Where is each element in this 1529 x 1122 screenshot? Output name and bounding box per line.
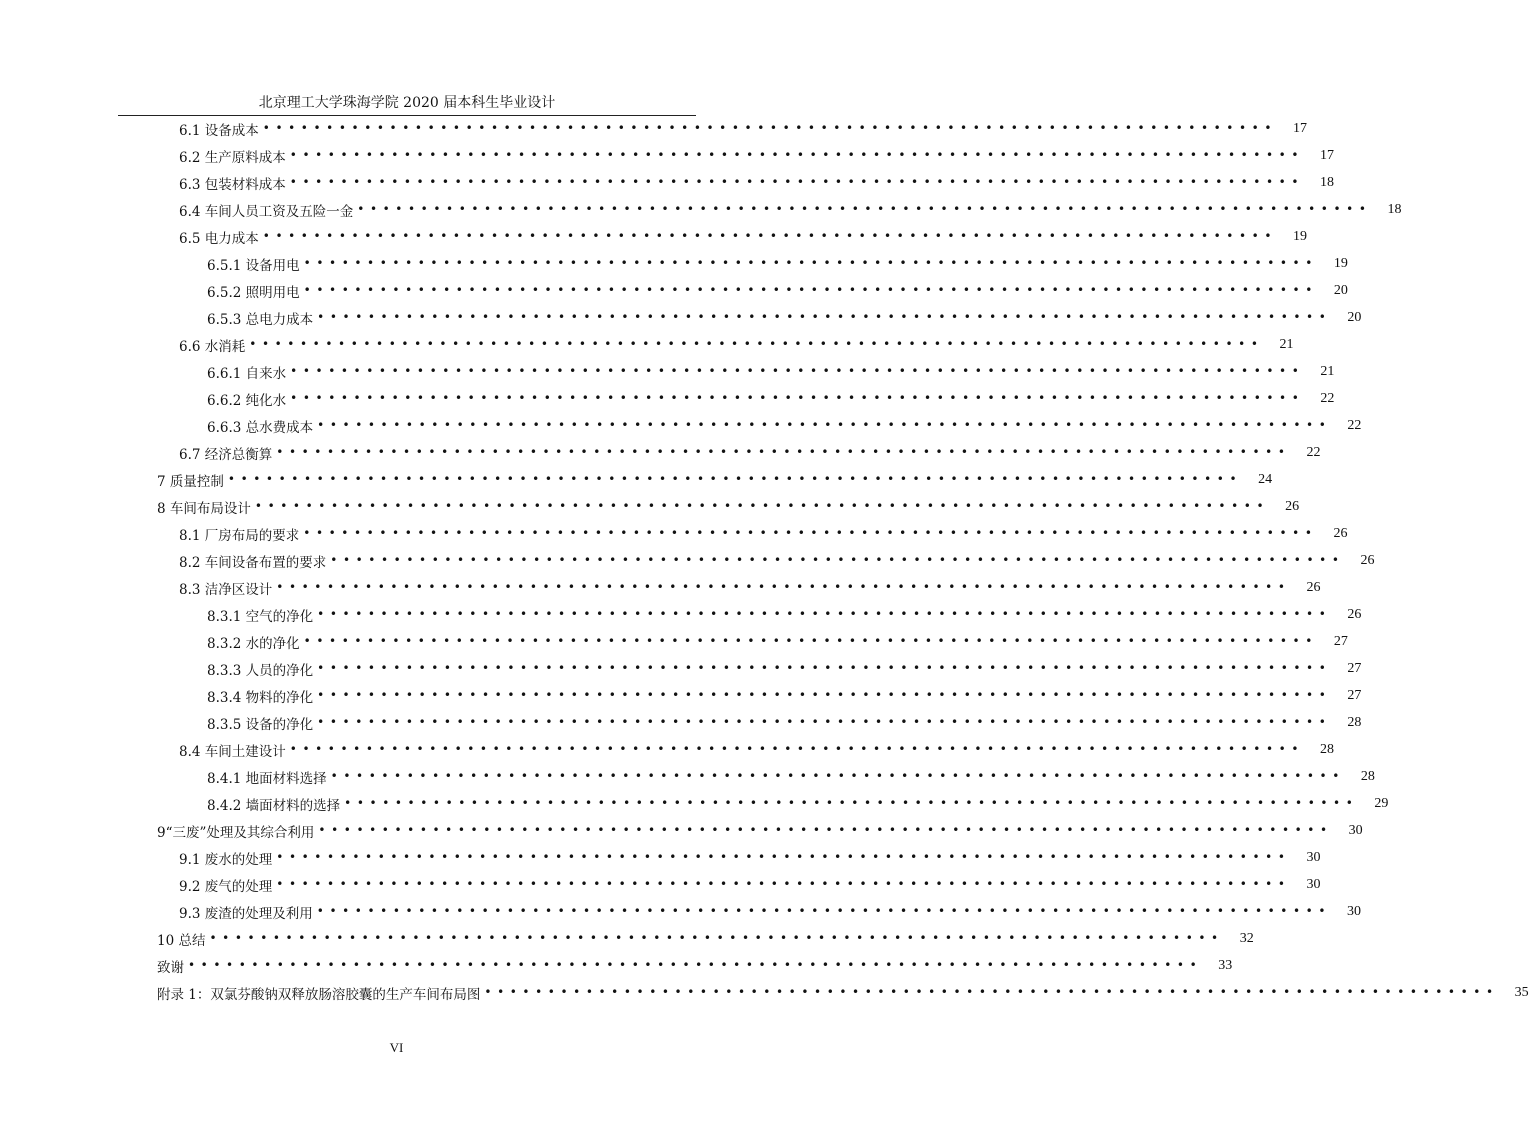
toc-leader-dots: •••••••••••••••••••••••••••••••••••••••••••••••••••••••••••••••••••••••••••••••• [303,634,1318,648]
toc-entry[interactable] [0,898,1362,925]
toc-entry-page: 20 [1333,282,1348,298]
toc-leader-dots: •••••••••••••••••••••••••••••••••••••••••••••••••••••••••••••••••••••••••••••••• [317,310,1332,324]
toc-entry[interactable] [0,196,1402,223]
toc-entry[interactable] [0,466,1273,493]
page-header-title: 北京理工大学珠海学院 2020 届本科生毕业设计 [258,95,556,111]
toc-entry-label: 8.1 厂房布局的要求 [179,527,300,544]
toc-entry-label: 6.6.1 自来水 [207,365,287,382]
toc-entry-page: 26 [1333,525,1348,541]
toc-entry[interactable] [0,736,1335,763]
toc-entry-label: 8.4.1 地面材料选择 [207,770,327,787]
toc-entry[interactable] [0,601,1362,628]
toc-leader-dots: •••••••••••••••••••••••••••••••••••••••••••••••••••••••••••••••••••••••••••••••• [317,688,1332,702]
toc-entry[interactable] [0,628,1348,655]
toc-entry-page: 28 [1347,714,1362,730]
toc-leader-dots: •••••••••••••••••••••••••••••••••••••••••••••••••••••••••••••••••••••••••••••••• [289,742,1305,756]
toc-entry[interactable] [0,520,1348,547]
toc-entry-label: 8.3.1 空气的净化 [207,608,314,625]
toc-leader-dots: •••••••••••••••••••••••••••••••••••••••••••••••••••••••••••••••••••••••••••••••• [289,175,1305,189]
toc-entry-label: 6.7 经济总衡算 [179,446,273,463]
toc-entry-page: 27 [1333,633,1348,649]
toc-entry[interactable] [0,952,1233,979]
toc-leader-dots: •••••••••••••••••••••••••••••••••••••••••••••••••••••••••••••••••••••••••••••••• [290,364,1305,378]
toc-leader-dots: •••••••••••••••••••••••••••••••••••••••••••••••••••••••••••••••••••••••••••••••• [262,229,1278,243]
toc-entry-page: 18 [1320,174,1335,190]
toc-entry-label: 9.1 废水的处理 [179,851,273,868]
toc-entry[interactable] [0,169,1335,196]
toc-entry[interactable] [0,304,1362,331]
toc-entry-label: 6.5 电力成本 [179,230,259,247]
toc-leader-dots: •••••••••••••••••••••••••••••••••••••••••••••••••••••••••••••••••••••••••••••••• [317,661,1332,675]
toc-leader-dots: •••••••••••••••••••••••••••••••••••••••••••••••••••••••••••••••••••••••••••••••• [484,985,1499,999]
toc-leader-dots: •••••••••••••••••••••••••••••••••••••••••••••••••••••••••••••••••••••••••••••••• [254,499,1270,513]
toc-entry-page: 21 [1279,336,1294,352]
toc-leader-dots: •••••••••••••••••••••••••••••••••••••••••••••••••••••••••••••••••••••••••••••••• [276,580,1291,594]
toc-entry[interactable] [0,574,1321,601]
toc-entry-page: 29 [1374,795,1389,811]
toc-leader-dots: •••••••••••••••••••••••••••••••••••••••••••••••••••••••••••••••••••••••••••••••• [317,715,1332,729]
toc-entry-page: 19 [1333,255,1348,271]
toc-entry[interactable] [0,547,1375,574]
toc-entry[interactable] [0,115,1308,142]
toc-leader-dots: •••••••••••••••••••••••••••••••••••••••••••••••••••••••••••••••••••••••••••••••• [262,121,1278,135]
toc-entry-label: 6.5.2 照明用电 [207,284,300,301]
toc-entry[interactable] [0,979,1529,1006]
toc-entry[interactable] [0,763,1375,790]
toc-entry-label: 8.3.2 水的净化 [207,635,300,652]
toc-entry[interactable] [0,385,1335,412]
toc-entry[interactable] [0,790,1389,817]
toc-entry[interactable] [0,331,1294,358]
toc-entry-label: 10 总结 [157,932,206,949]
toc-entry-page: 30 [1348,822,1363,838]
toc-entry-page: 26 [1306,579,1321,595]
toc-entry-page: 22 [1347,417,1362,433]
toc-entry-label: 8 车间布局设计 [157,500,251,517]
toc-entry[interactable] [0,817,1363,844]
toc-entry[interactable] [0,277,1348,304]
toc-entry-page: 26 [1285,498,1300,514]
toc-entry-label: 8.3.4 物料的净化 [207,689,314,706]
toc-entry-label: 9.2 废气的处理 [179,878,273,895]
toc-entry-page: 32 [1239,930,1254,946]
toc-leader-dots: •••••••••••••••••••••••••••••••••••••••••••••••••••••••••••••••••••••••••••••••• [344,796,1359,810]
toc-entry-label: 6.4 车间人员工资及五险一金 [179,203,354,220]
toc-entry-label: 致谢 [157,959,184,976]
toc-leader-dots: •••••••••••••••••••••••••••••••••••••••••••••••••••••••••••••••••••••••••••••••• [249,337,1264,351]
toc-entry-page: 17 [1320,147,1335,163]
toc-entry-page: 21 [1320,363,1335,379]
toc-entry-label: 6.6 水消耗 [179,338,246,355]
toc-entry-page: 28 [1320,741,1335,757]
toc-entry-page: 35 [1514,984,1529,1000]
toc-entry-page: 26 [1360,552,1375,568]
toc-entry-label: 9.3 废渣的处理及利用 [179,905,313,922]
toc-leader-dots: •••••••••••••••••••••••••••••••••••••••••••••••••••••••••••••••••••••••••••••••• [318,823,1333,837]
toc-entry[interactable] [0,358,1335,385]
toc-entry-label: 8.3 洁净区设计 [179,581,273,598]
toc-leader-dots: •••••••••••••••••••••••••••••••••••••••••••••••••••••••••••••••••••••••••••••••• [188,958,1203,972]
toc-entry-page: 30 [1306,849,1321,865]
toc-leader-dots: •••••••••••••••••••••••••••••••••••••••••••••••••••••••••••••••••••••••••••••••• [276,445,1291,459]
toc-leader-dots: •••••••••••••••••••••••••••••••••••••••••••••••••••••••••••••••••••••••••••••••• [303,256,1318,270]
toc-leader-dots: •••••••••••••••••••••••••••••••••••••••••••••••••••••••••••••••••••••••••••••••• [330,769,1345,783]
toc-leader-dots: •••••••••••••••••••••••••••••••••••••••••••••••••••••••••••••••••••••••••••••••• [227,472,1243,486]
toc-entry-label: 6.6.2 纯化水 [207,392,287,409]
toc-entry-page: 22 [1320,390,1335,406]
toc-leader-dots: •••••••••••••••••••••••••••••••••••••••••••••••••••••••••••••••••••••••••••••••• [303,283,1318,297]
toc-entry[interactable] [0,844,1321,871]
toc-entry[interactable] [0,439,1321,466]
toc-entry-page: 22 [1306,444,1321,460]
toc-entry-label: 7 质量控制 [157,473,224,490]
toc-leader-dots: •••••••••••••••••••••••••••••••••••••••••••••••••••••••••••••••••••••••••••••••• [289,148,1305,162]
toc-entry-page: 28 [1360,768,1375,784]
toc-entry-page: 27 [1347,687,1362,703]
toc-entry-page: 26 [1347,606,1362,622]
toc-leader-dots: •••••••••••••••••••••••••••••••••••••••••••••••••••••••••••••••••••••••••••••••• [303,526,1318,540]
toc-entry-page: 18 [1387,201,1402,217]
toc-entry[interactable] [0,871,1321,898]
toc-entry-page: 30 [1306,876,1321,892]
toc-entry[interactable] [0,655,1362,682]
toc-entry-label: 附录 1：双氯芬酸钠双释放肠溶胶囊的生产车间布局图 [157,986,481,1003]
toc-entry[interactable] [0,223,1308,250]
toc-entry-page: 30 [1347,903,1362,919]
toc-entry-label: 6.5.1 设备用电 [207,257,300,274]
page-number: VI [389,1040,404,1055]
toc-entry[interactable] [0,142,1335,169]
toc-entry[interactable] [0,250,1348,277]
toc-entry[interactable] [0,682,1362,709]
toc-entry-label: 6.3 包装材料成本 [179,176,286,193]
toc-leader-dots: •••••••••••••••••••••••••••••••••••••••••••••••••••••••••••••••••••••••••••••••• [276,850,1291,864]
toc-leader-dots: •••••••••••••••••••••••••••••••••••••••••••••••••••••••••••••••••••••••••••••••• [276,877,1291,891]
toc-entry-label: 6.5.3 总电力成本 [207,311,314,328]
toc-entry-label: 6.6.3 总水费成本 [207,419,314,436]
toc-leader-dots: •••••••••••••••••••••••••••••••••••••••••••••••••••••••••••••••••••••••••••••••• [357,202,1372,216]
toc-entry-page: 27 [1347,660,1362,676]
toc-entry-label: 8.4 车间土建设计 [179,743,286,760]
toc-leader-dots: •••••••••••••••••••••••••••••••••••••••••••••••••••••••••••••••••••••••••••••••• [330,553,1345,567]
toc-entry-label: 8.4.2 墙面材料的选择 [207,797,341,814]
toc-leader-dots: •••••••••••••••••••••••••••••••••••••••••••••••••••••••••••••••••••••••••••••••• [316,904,1332,918]
toc-entry-page: 24 [1258,471,1273,487]
toc-entry-label: 8.3.5 设备的净化 [207,716,314,733]
toc-entry[interactable] [0,412,1362,439]
toc-leader-dots: •••••••••••••••••••••••••••••••••••••••••••••••••••••••••••••••••••••••••••••••• [290,391,1305,405]
table-of-contents [0,115,1529,1006]
toc-entry[interactable] [0,709,1362,736]
toc-leader-dots: •••••••••••••••••••••••••••••••••••••••••••••••••••••••••••••••••••••••••••••••• [317,607,1332,621]
toc-entry[interactable] [0,493,1300,520]
toc-entry-label: 8.3.3 人员的净化 [207,662,314,679]
toc-entry-page: 19 [1293,228,1308,244]
toc-entry-label: 6.1 设备成本 [179,122,259,139]
toc-entry-page: 33 [1218,957,1233,973]
toc-entry-page: 20 [1347,309,1362,325]
toc-entry-page: 17 [1293,120,1308,136]
toc-entry[interactable] [0,925,1254,952]
toc-leader-dots: •••••••••••••••••••••••••••••••••••••••••••••••••••••••••••••••••••••••••••••••• [317,418,1332,432]
toc-entry-label: 9“三废”处理及其综合利用 [157,824,315,841]
toc-entry-label: 6.2 生产原料成本 [179,149,286,166]
toc-entry-label: 8.2 车间设备布置的要求 [179,554,327,571]
toc-leader-dots: •••••••••••••••••••••••••••••••••••••••••••••••••••••••••••••••••••••••••••••••• [209,931,1224,945]
